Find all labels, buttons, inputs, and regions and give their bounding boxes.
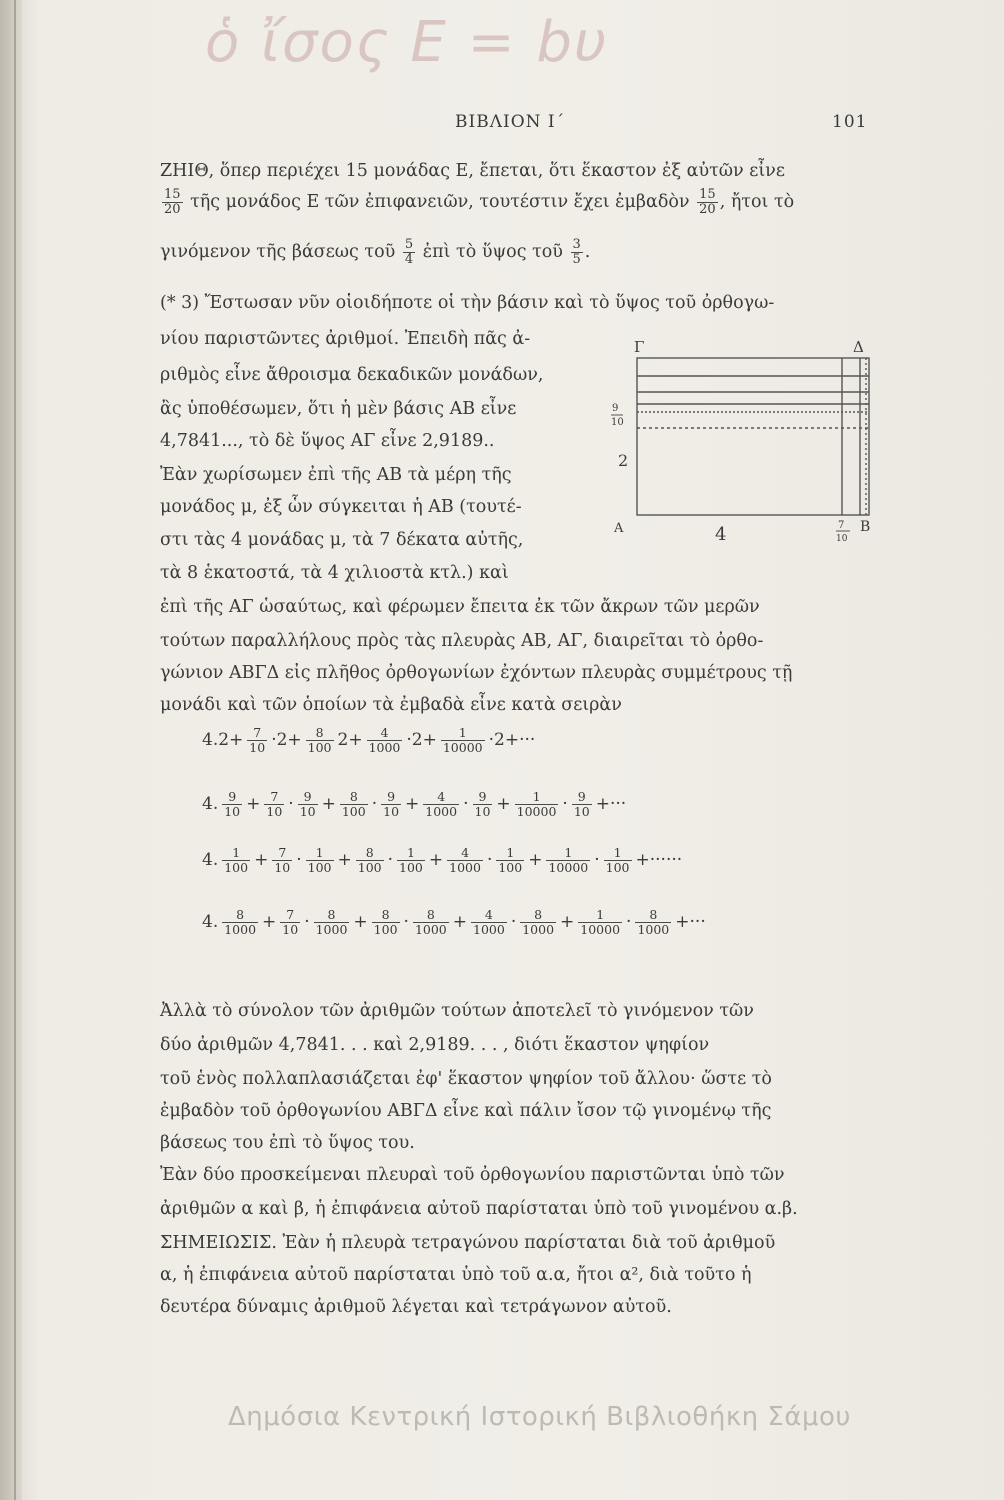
fraction: $\frac{4}{1000}$ xyxy=(449,845,481,875)
para2-line: νίου παριστῶντες ἀριθμοί. Ἐπειδὴ πᾶς ἀ- xyxy=(160,329,531,349)
fraction: $\frac{7}{10}$ xyxy=(282,907,299,937)
para4-line: ἀριθμῶν α καὶ β, ἡ ἐπιφάνεια αὐτοῦ παρίσταται ὑπὸ τοῦ γινομένου α.β. xyxy=(160,1199,798,1219)
fraction: $\frac{1}{100}$ xyxy=(605,845,630,875)
para1-line3-end: . xyxy=(584,242,591,262)
fraction: $\frac{8}{1000}$ xyxy=(522,907,555,937)
fraction: $\frac{8}{1000}$ xyxy=(224,907,257,937)
para2-line: τὰ 8 ἑκατοστά, τὰ 4 χιλιοστὰ κτλ.) καὶ xyxy=(160,563,509,583)
para3-line: βάσεως του ἐπὶ τὸ ὕψος του. xyxy=(160,1133,415,1153)
fraction: $\frac{7}{10}$ xyxy=(274,845,291,875)
equation-line: 4. $\frac{8}{1000}$ + $\frac{7}{10}$ · $\frac{8}{1000}$ + $\frac{8}{100}$ · $\frac{8}{1000}$ + $\frac{4}{1000}$ · $\frac{8}{1000}$ + $\frac{1}{10000}$ · $\frac{8}{1000}$ +··· xyxy=(202,907,706,937)
para2-line: μονάδος μ, ἐξ ὧν σύγκειται ἡ ΑΒ (τουτέ- xyxy=(160,497,522,517)
para1-line3 xyxy=(160,238,880,267)
para3-line: Ἀλλὰ τὸ σύνολον τῶν ἀριθμῶν τούτων ἀποτελεῖ τὸ γινόμενον τῶν xyxy=(160,1001,754,1021)
para1-line1: ΖΗΙΘ, ὅπερ περιέχει 15 μονάδας Ε, ἔπεται, ὅτι ἕκαστον ἐξ αὐτῶν εἶνε xyxy=(160,161,785,181)
para2-line: ἐπὶ τῆς ΑΓ ὡσαύτως, καὶ φέρωμεν ἔπειτα ἐκ τῶν ἄκρων τῶν μερῶν xyxy=(160,597,760,617)
label-gamma: Γ xyxy=(634,338,645,356)
para2-line: τούτων παραλλήλους πρὸς τὰς πλευρὰς ΑΒ, ΑΓ, διαιρεῖται τὸ ὀρθο- xyxy=(160,631,764,651)
fraction: $\frac{4}{1000}$ xyxy=(425,789,458,819)
fraction: $\frac{1}{100}$ xyxy=(224,845,249,875)
para1-line2 xyxy=(160,188,880,217)
label-beta: Β xyxy=(860,519,871,535)
para2-line: 4,7841..., τὸ δὲ ὕψος ΑΓ εἶνε 2,9189.. xyxy=(160,431,495,451)
para4-line: Ἐὰν δύο προσκείμεναι πλευραὶ τοῦ ὀρθογωνίου παριστῶνται ὑπὸ τῶν xyxy=(160,1165,785,1185)
fraction: $\frac{8}{1000}$ xyxy=(315,907,348,937)
side-9-num: 9 xyxy=(612,403,619,414)
para2-line: μονάδι καὶ τῶν ὁποίων τὰ ἐμβαδὰ εἶνε κατὰ σειρὰν xyxy=(160,695,622,715)
library-watermark: Δημόσια Κεντρική Ιστορική Βιβλιοθήκη Σάμου xyxy=(228,1402,851,1432)
page-number: 101 xyxy=(832,112,868,132)
para5-line: δευτέρα δύναμις ἀριθμοῦ λέγεται καὶ τετράγωνον αὐτοῦ. xyxy=(160,1297,672,1317)
fraction: $\frac{8}{100}$ xyxy=(341,789,366,819)
fraction: $\frac{5}{4}$ xyxy=(404,237,414,267)
fraction: $\frac{1}{10000}$ xyxy=(516,789,557,819)
para3-line: ἐμβαδὸν τοῦ ὀρθογωνίου ΑΒΓΔ εἶνε καὶ πάλιν ἴσον τῷ γινομένῳ τῆς xyxy=(160,1101,772,1121)
para5-line: ΣΗΜΕΙΩΣΙΣ. Ἐὰν ἡ πλευρὰ τετραγώνου παρίσταται διὰ τοῦ ἀριθμοῦ xyxy=(160,1233,776,1253)
book-spine xyxy=(0,0,22,1500)
para1-line3-mid: ἐπὶ τὸ ὕψος τοῦ xyxy=(422,242,563,262)
base-4: 4 xyxy=(715,524,727,545)
spine-fold xyxy=(14,0,16,1500)
handwritten-note: ὁ ἴσος Ε = bυ xyxy=(205,10,609,75)
equation-line: 4.2+ $\frac{7}{10}$ ·2+ $\frac{8}{100}$ 2+ $\frac{4}{1000}$ ·2+ $\frac{1}{10000}$ ·2+··· xyxy=(202,725,536,755)
fraction: $\frac{15}{20}$ xyxy=(699,187,716,217)
rectangle-abgd xyxy=(637,358,869,515)
para2-line: γώνιον ΑΒΓΔ εἰς πλῆθος ὀρθογωνίων ἐχόντων πλευρὰς συμμέτρους τῇ xyxy=(160,663,793,683)
rectangle-figure xyxy=(610,338,880,548)
para2-line: ριθμὸς εἶνε ἄθροισμα δεκαδικῶν μονάδων, xyxy=(160,365,544,385)
fraction: $\frac{1}{100}$ xyxy=(399,845,423,875)
fraction: $\frac{15}{20}$ xyxy=(164,187,181,217)
equation-line: 4. $\frac{1}{100}$ + $\frac{7}{10}$ · $\frac{1}{100}$ + $\frac{8}{100}$ · $\frac{1}{100}$ + $\frac{4}{1000}$ · $\frac{1}{100}$ + $\frac{1}{10000}$ · $\frac{1}{100}$ +······ xyxy=(202,845,683,875)
fraction: $\frac{1}{100}$ xyxy=(498,845,523,875)
equation-line: 4. $\frac{9}{10}$ + $\frac{7}{10}$ · $\frac{9}{10}$ + $\frac{8}{100}$ · $\frac{9}{10}$ + $\frac{4}{1000}$ · $\frac{9}{10}$ + $\frac{1}{10000}$ · $\frac{9}{10}$ +··· xyxy=(202,789,627,819)
fraction: $\frac{8}{100}$ xyxy=(357,845,382,875)
chapter-title: ΒΙΒΛΙΟΝ Ι΄ xyxy=(455,112,566,132)
para3-line: δύο ἀριθμῶν 4,7841. . . καὶ 2,9189. . . , διότι ἕκαστον ψηφίον xyxy=(160,1035,710,1055)
fraction: $\frac{8}{100}$ xyxy=(373,907,398,937)
para1-line2-end: , ἤτοι τὸ xyxy=(719,192,795,212)
para3-line: τοῦ ἑνὸς πολλαπλασιάζεται ἐφ' ἕκαστον ψηφίον τοῦ ἄλλου· ὥστε τὸ xyxy=(160,1069,772,1089)
side-2: 2 xyxy=(618,451,629,470)
label-delta: Δ xyxy=(853,338,864,356)
fraction: $\frac{1}{100}$ xyxy=(307,845,332,875)
fraction: $\frac{1}{10000}$ xyxy=(442,725,483,755)
fraction: $\frac{9}{10}$ xyxy=(224,789,241,819)
fraction: $\frac{4}{1000}$ xyxy=(473,907,505,937)
para1-line3-text: γινόμενον τῆς βάσεως τοῦ xyxy=(160,242,396,262)
fraction: $\frac{8}{1000}$ xyxy=(637,907,670,937)
fraction: $\frac{9}{10}$ xyxy=(383,789,400,819)
base-7-num: 7 xyxy=(838,520,845,531)
para1-line2-text: τῆς μονάδος Ε τῶν ἐπιφανειῶν, τουτέστιν ἔχει ἐμβαδὸν xyxy=(190,192,690,212)
fraction: $\frac{9}{10}$ xyxy=(474,789,491,819)
fraction: $\frac{4}{1000}$ xyxy=(368,725,401,755)
fraction: $\frac{1}{10000}$ xyxy=(548,845,589,875)
para2-line: ἂς ὑποθέσωμεν, ὅτι ἡ μὲν βάσις ΑΒ εἶνε xyxy=(160,399,517,419)
fraction: $\frac{9}{10}$ xyxy=(573,789,590,819)
fraction: $\frac{3}{5}$ xyxy=(572,237,581,267)
fraction: $\frac{7}{10}$ xyxy=(249,725,266,755)
fraction: $\frac{8}{1000}$ xyxy=(414,907,447,937)
para2-line: Ἐὰν χωρίσωμεν ἐπὶ τῆς ΑΒ τὰ μέρη τῆς xyxy=(160,465,512,485)
para2-line: (* 3) Ἔστωσαν νῦν οἱοιδήποτε οἱ τὴν βάσιν καὶ τὸ ὕψος τοῦ ὀρθογω- xyxy=(160,293,775,313)
label-alpha: Α xyxy=(614,521,624,536)
fraction: $\frac{7}{10}$ xyxy=(266,789,283,819)
para5-line: α, ἡ ἐπιφάνεια αὐτοῦ παρίσταται ὑπὸ τοῦ α.α, ἤτοι α², διὰ τοῦτο ἡ xyxy=(160,1265,752,1285)
fraction: $\frac{8}{100}$ xyxy=(307,725,332,755)
side-9-den: 10 xyxy=(611,417,624,428)
para2-line: στι τὰς 4 μονάδας μ, τὰ 7 δέκατα αὐτῆς, xyxy=(160,530,524,550)
base-7-den: 10 xyxy=(836,534,848,544)
fraction: $\frac{1}{10000}$ xyxy=(580,907,621,937)
fraction: $\frac{9}{10}$ xyxy=(299,789,316,819)
